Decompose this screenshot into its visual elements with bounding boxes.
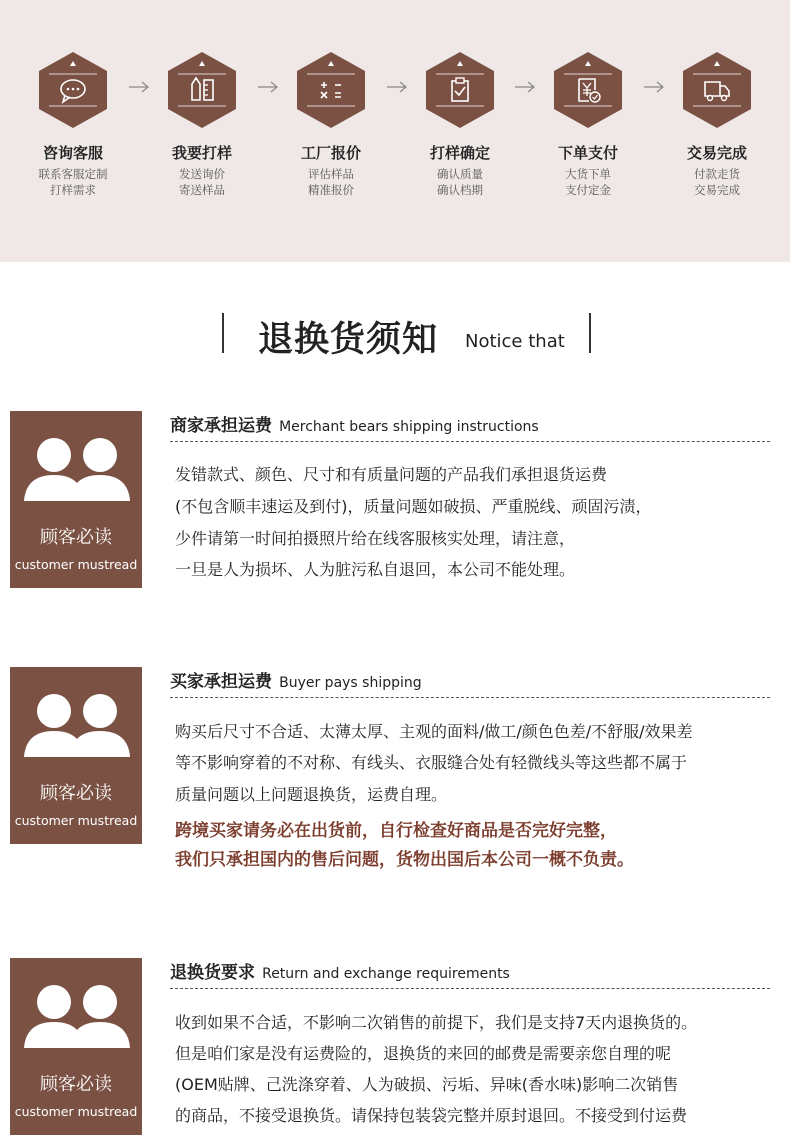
- section-text: (OEM贴牌、己洗涤穿着、人为破损、污垢、异味(香水味)影响二次销售: [175, 1075, 679, 1094]
- badge-label-en: customer mustread: [14, 557, 138, 572]
- section-title-en: Merchant bears shipping instructions: [279, 419, 539, 435]
- step-desc-line1: 付款走货: [694, 167, 740, 181]
- customer-badge: [10, 958, 142, 1135]
- section-text: 发错款式、颜色、尺寸和有质量问题的产品我们承担退货运费: [175, 465, 608, 484]
- truck-icon: [683, 52, 751, 128]
- step-title: 交易完成: [686, 144, 747, 162]
- warning-text: 跨境买家请务必在出货前，自行检查好商品是否完好完整，: [175, 821, 617, 841]
- process-band: [0, 0, 790, 262]
- section-text: 的商品，不接受退换货。请保持包装袋完整并原封退回。不接受到付运费: [175, 1106, 688, 1125]
- step-desc-line2: 精准报价: [308, 183, 354, 197]
- step-desc-line1: 确认质量: [437, 167, 483, 181]
- step-desc-line2: 打样需求: [50, 183, 96, 197]
- badge-label-en: customer mustread: [14, 813, 138, 828]
- section-heading: [170, 958, 510, 983]
- heading-divider-left: [222, 313, 224, 353]
- pencil-ruler-icon: [168, 52, 236, 128]
- dashed-divider: [170, 441, 770, 442]
- section-title: 退换货要求: [170, 963, 255, 983]
- customer-badge: [10, 667, 142, 844]
- step-title: 工厂报价: [300, 144, 361, 162]
- step-title: 我要打样: [171, 144, 232, 162]
- section-text: 但是咱们家是没有运费险的，退换货的来回的邮费是需要亲您自理的呢: [175, 1044, 672, 1063]
- section-text: 购买后尺寸不合适、太薄太厚、主观的面料/做工/颜色色差/不舒服/效果差: [175, 722, 693, 741]
- step-desc-line1: 评估样品: [308, 167, 354, 181]
- section-text: 少件请第一时间拍摄照片给在线客服核实处理，请注意，: [175, 529, 576, 548]
- step-desc-line2: 交易完成: [694, 183, 740, 197]
- section-title-en: Buyer pays shipping: [279, 675, 422, 691]
- arrow-right-icon: [514, 80, 536, 94]
- notice-subtitle: Notice that: [465, 331, 565, 352]
- section-text: (不包含顺丰速运及到付)，质量问题如破损、严重脱线、顽固污渍，: [175, 497, 652, 516]
- badge-label: 顾客必读: [40, 783, 112, 804]
- people-icon: [20, 982, 132, 1052]
- dashed-divider: [170, 697, 770, 698]
- customer-badge: [10, 411, 142, 588]
- section-text: 质量问题以上问题退换货，运费自理。: [175, 785, 448, 804]
- step-desc-line1: 发送询价: [179, 167, 225, 181]
- chat-icon: [39, 52, 107, 128]
- step-title: 下单支付: [557, 144, 618, 162]
- people-icon: [20, 691, 132, 761]
- arrow-right-icon: [128, 80, 150, 94]
- section-text: 收到如果不合适，不影响二次销售的前提下，我们是支持7天内退换货的。: [175, 1013, 698, 1032]
- notice-title: 退换货须知: [258, 320, 439, 360]
- clipboard-check-icon: [426, 52, 494, 128]
- arrow-right-icon: [257, 80, 279, 94]
- step-desc-line2: 支付定金: [565, 183, 611, 197]
- section-title-en: Return and exchange requirements: [262, 966, 510, 982]
- badge-label: 顾客必读: [40, 1074, 112, 1095]
- section-heading: [170, 411, 539, 436]
- step-desc-line2: 确认档期: [437, 183, 483, 197]
- section-title: 买家承担运费: [170, 672, 272, 692]
- heading-divider-right: [589, 313, 591, 353]
- section-title: 商家承担运费: [170, 416, 272, 436]
- yen-receipt-icon: [554, 52, 622, 128]
- step-title: 打样确定: [429, 144, 490, 162]
- step-desc-line1: 大货下单: [565, 167, 611, 181]
- step-desc-line1: 联系客服定制: [38, 167, 108, 181]
- dashed-divider: [170, 988, 770, 989]
- section-text: 一旦是人为损坏、人为脏污私自退回，本公司不能处理。: [175, 560, 576, 579]
- arrow-right-icon: [386, 80, 408, 94]
- calculator-icon: [297, 52, 365, 128]
- badge-label: 顾客必读: [40, 527, 112, 548]
- arrow-right-icon: [643, 80, 665, 94]
- section-text: 等不影响穿着的不对称、有线头、衣服缝合处有轻微线头等这些都不属于: [175, 753, 688, 772]
- warning-text: 我们只承担国内的售后问题，货物出国后本公司一概不负责。: [175, 850, 634, 870]
- people-icon: [20, 435, 132, 505]
- step-desc-line2: 寄送样品: [179, 183, 225, 197]
- section-heading: [170, 667, 422, 692]
- badge-label-en: customer mustread: [14, 1104, 138, 1119]
- step-title: 咨询客服: [42, 144, 103, 162]
